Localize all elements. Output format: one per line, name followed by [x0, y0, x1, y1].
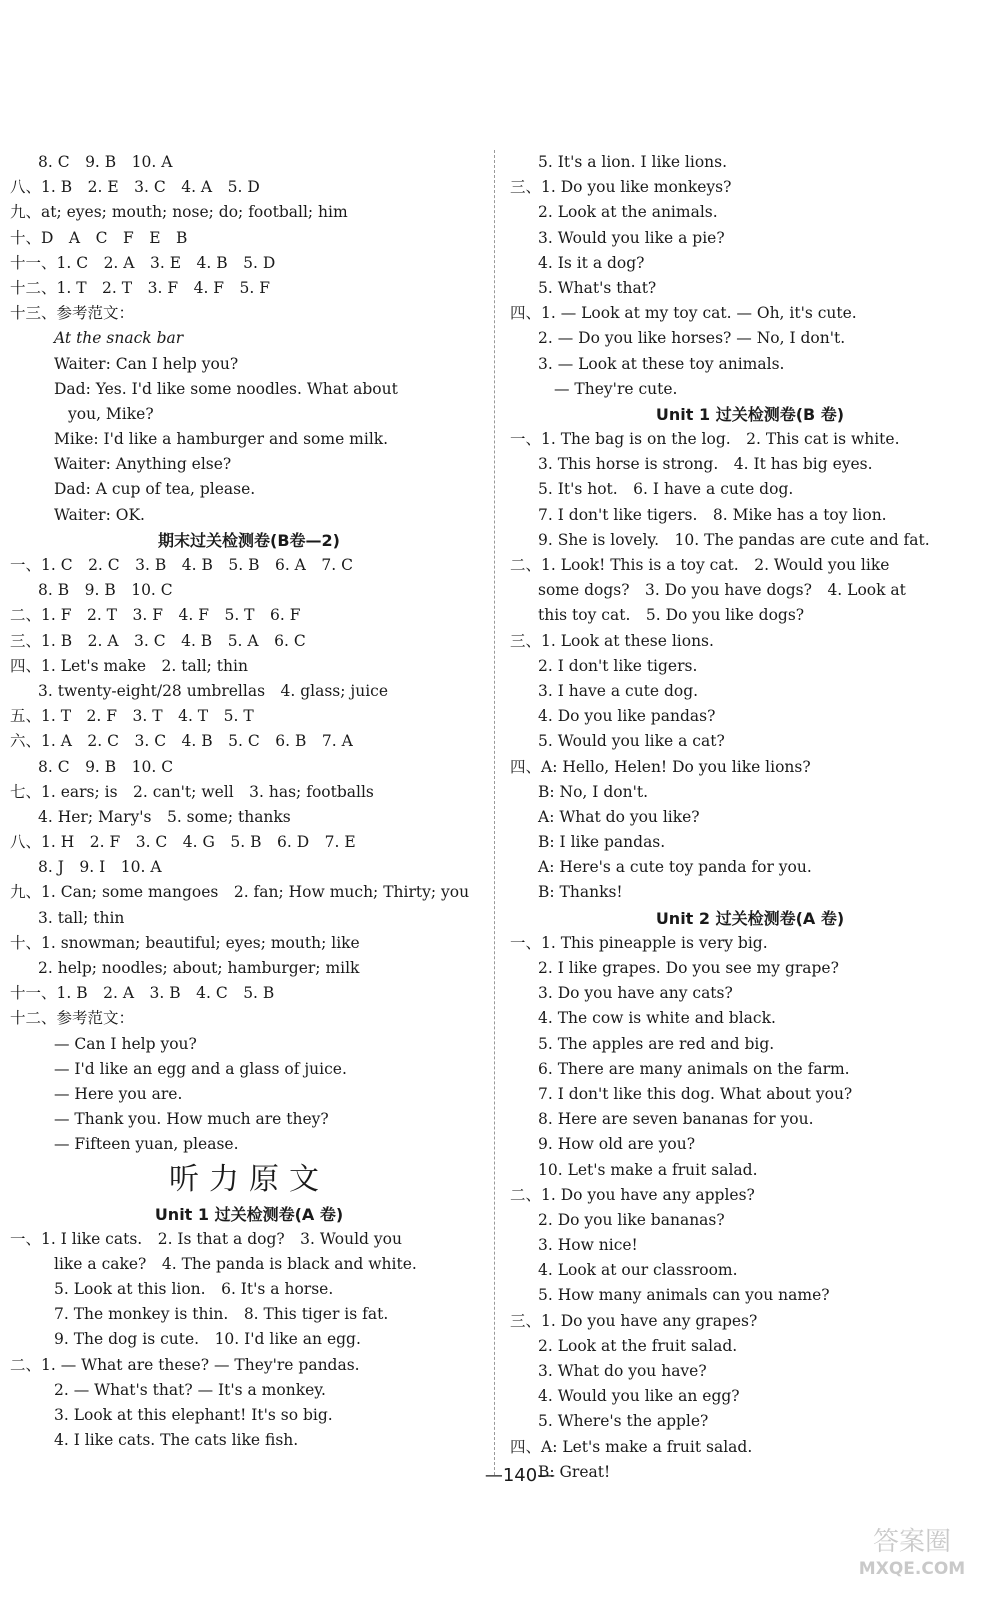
answer-line: 5. Where's the apple?: [538, 1412, 709, 1431]
answer-line: 十二、1. T 2. T 3. F 4. F 5. F: [10, 278, 271, 297]
section-heading: Unit 2 过关检测卷(A 卷): [655, 908, 845, 928]
answer-line: — Thank you. How much are they?: [54, 1110, 329, 1129]
answer-line: like a cake? 4. The panda is black and white.: [54, 1254, 417, 1273]
answer-line: 十二、参考范文：: [10, 1009, 135, 1028]
answer-line: 8. Here are seven bananas for you.: [538, 1110, 814, 1129]
watermark-bottom-text: MXQE.COM: [858, 1559, 966, 1579]
answer-line: 7. I don't like tigers. 8. Mike has a toy lion.: [538, 505, 887, 524]
answer-line: 3. Do you have any cats?: [538, 984, 733, 1003]
answer-line: Waiter: Anything else?: [54, 455, 232, 474]
answer-line: some dogs? 3. Do you have dogs? 4. Look at: [538, 581, 906, 600]
answer-line: 5. What's that?: [538, 278, 657, 297]
answer-line: 五、1. T 2. F 3. T 4. T 5. T: [10, 707, 254, 726]
answer-line: 一、1. This pineapple is very big.: [510, 933, 768, 952]
answer-line: 4. Her; Mary's 5. some; thanks: [38, 807, 291, 826]
answer-line: 4. The cow is white and black.: [538, 1009, 776, 1028]
answer-line: 2. I don't like tigers.: [538, 656, 698, 675]
answer-line: 3. I have a cute dog.: [538, 681, 699, 700]
answer-line: 九、at; eyes; mouth; nose; do; football; him: [10, 203, 348, 222]
answer-line: 8. B 9. B 10. C: [38, 581, 173, 600]
answer-line: 九、1. Can; some mangoes 2. fan; How much; Thirty; you: [10, 883, 470, 902]
answer-line: — Fifteen yuan, please.: [54, 1135, 239, 1154]
answer-line: 5. How many animals can you name?: [538, 1286, 830, 1305]
answer-line: 一、1. The bag is on the log. 2. This cat is white.: [510, 430, 900, 449]
answer-line: 六、1. A 2. C 3. C 4. B 5. C 6. B 7. A: [10, 732, 353, 751]
right-column: [510, 150, 990, 1485]
major-heading: 听力原文: [169, 1161, 329, 1197]
answer-line: 2. — Do you like horses? — No, I don't.: [538, 329, 846, 348]
answer-line: 三、1. Look at these lions.: [510, 631, 714, 650]
page-number: —140—: [484, 1465, 556, 1486]
answer-line: 5. Would you like a cat?: [538, 732, 725, 751]
answer-line: B: Thanks!: [538, 883, 623, 902]
answer-line: Dad: Yes. I'd like some noodles. What about: [54, 379, 398, 398]
answer-line: 十、D A C F E B: [10, 228, 188, 247]
answer-line: 四、A: Hello, Helen! Do you like lions?: [510, 757, 811, 776]
answer-line: Dad: A cup of tea, please.: [54, 480, 256, 499]
answer-line: 5. The apples are red and big.: [538, 1034, 775, 1053]
left-column: [10, 150, 488, 1453]
answer-line: A: Here's a cute toy panda for you.: [538, 858, 812, 877]
answer-line: 7. The monkey is thin. 8. This tiger is fat.: [54, 1305, 389, 1324]
answer-line: 四、1. — Look at my toy cat. — Oh, it's cute.: [510, 304, 857, 323]
answer-line: — Can I help you?: [54, 1034, 197, 1053]
answer-line: 八、1. B 2. E 3. C 4. A 5. D: [10, 178, 260, 197]
answer-line: 5. It's hot. 6. I have a cute dog.: [538, 480, 794, 499]
answer-line: 8. C 9. B 10. A: [38, 153, 173, 171]
answer-line: 七、1. ears; is 2. can't; well 3. has; footballs: [10, 782, 374, 801]
answer-line: 三、1. Do you have any grapes?: [510, 1311, 758, 1330]
answer-line: 5. It's a lion. I like lions.: [538, 153, 728, 171]
answer-line: 3. Would you like a pie?: [538, 228, 725, 247]
answer-line: 2. — What's that? — It's a monkey.: [54, 1380, 326, 1399]
answer-line: 9. The dog is cute. 10. I'd like an egg.: [54, 1330, 361, 1349]
answer-line: 6. There are many animals on the farm.: [538, 1059, 850, 1078]
answer-line: 三、1. B 2. A 3. C 4. B 5. A 6. C: [10, 631, 306, 650]
answer-line: — Here you are.: [54, 1084, 183, 1103]
answer-line: 二、1. Do you have any apples?: [510, 1185, 755, 1204]
answer-line: 二、1. F 2. T 3. F 4. F 5. T 6. F: [10, 606, 301, 625]
answer-line: 3. What do you have?: [538, 1362, 707, 1380]
answer-line: 3. Look at this elephant! It's so big.: [54, 1406, 333, 1424]
answer-line: 2. Do you like bananas?: [538, 1210, 725, 1229]
answer-line: 十一、1. B 2. A 3. B 4. C 5. B: [10, 984, 275, 1003]
answer-line: 3. This horse is strong. 4. It has big eyes.: [538, 455, 873, 474]
answer-line: B: Great!: [538, 1462, 611, 1481]
answer-line: 9. How old are you?: [538, 1135, 696, 1154]
answer-line: 7. I don't like this dog. What about you?: [538, 1084, 853, 1103]
answer-line: 3. — Look at these toy animals.: [538, 354, 785, 373]
answer-line: Mike: I'd like a hamburger and some milk.: [54, 430, 389, 449]
column-divider: [494, 150, 495, 1475]
answer-line: 四、A: Let's make a fruit salad.: [510, 1437, 753, 1456]
section-heading: Unit 1 过关检测卷(A 卷): [154, 1204, 344, 1224]
answer-line: Waiter: Can I help you?: [54, 354, 239, 373]
answer-line: 十一、1. C 2. A 3. E 4. B 5. D: [10, 253, 276, 272]
answer-line: 8. C 9. B 10. C: [38, 757, 174, 776]
answer-line: 3. tall; thin: [38, 908, 125, 927]
answer-line: 4. Do you like pandas?: [538, 707, 716, 726]
answer-line: 二、1. Look! This is a toy cat. 2. Would you like: [510, 556, 890, 574]
answer-line: 2. Look at the animals.: [538, 203, 718, 222]
answer-line: A: What do you like?: [538, 807, 700, 826]
answer-line: 十三、参考范文：: [10, 304, 135, 323]
answer-line: 5. Look at this lion. 6. It's a horse.: [54, 1280, 334, 1299]
answer-line: 八、1. H 2. F 3. C 4. G 5. B 6. D 7. E: [10, 833, 356, 852]
answer-line: 4. Would you like an egg?: [538, 1387, 740, 1406]
answer-line: 十、1. snowman; beautiful; eyes; mouth; like: [10, 933, 360, 952]
answer-line: 2. help; noodles; about; hamburger; milk: [38, 959, 360, 977]
answer-line: B: I like pandas.: [538, 833, 666, 852]
answer-line: 10. Let's make a fruit salad.: [538, 1160, 758, 1179]
answer-line: 二、1. — What are these? — They're pandas.: [10, 1355, 360, 1374]
answer-line: At the snack bar: [54, 329, 184, 348]
answer-line: 8. J 9. I 10. A: [38, 858, 162, 877]
answer-line: 四、1. Let's make 2. tall; thin: [10, 656, 248, 675]
answer-line: 4. Is it a dog?: [538, 253, 645, 272]
answer-line: — They're cute.: [554, 379, 678, 398]
answer-line: 一、1. C 2. C 3. B 4. B 5. B 6. A 7. C: [10, 556, 353, 574]
section-heading: 期末过关检测卷(B卷—2): [158, 530, 340, 550]
answer-line: 3. twenty-eight/28 umbrellas 4. glass; juice: [38, 681, 389, 700]
answer-line: you, Mike?: [68, 404, 154, 423]
answer-line: 三、1. Do you like monkeys?: [510, 178, 732, 197]
section-heading: Unit 1 过关检测卷(B 卷): [655, 404, 845, 424]
answer-line: this toy cat. 5. Do you like dogs?: [538, 606, 805, 625]
watermark-logo: [846, 1520, 978, 1580]
answer-line: 2. Look at the fruit salad.: [538, 1336, 738, 1355]
answer-line: B: No, I don't.: [538, 782, 648, 801]
watermark-top-text: 答案圈: [872, 1527, 952, 1557]
answer-line: 一、1. I like cats. 2. Is that a dog? 3. Would you: [10, 1229, 402, 1248]
answer-line: 4. Look at our classroom.: [538, 1261, 738, 1280]
answer-line: 2. I like grapes. Do you see my grape?: [538, 959, 839, 977]
answer-line: Waiter: OK.: [54, 505, 145, 524]
answer-line: 3. How nice!: [538, 1236, 638, 1255]
answer-line: — I'd like an egg and a glass of juice.: [54, 1059, 347, 1078]
answer-line: 9. She is lovely. 10. The pandas are cute and fat.: [538, 530, 930, 549]
answer-line: 4. I like cats. The cats like fish.: [54, 1431, 299, 1450]
